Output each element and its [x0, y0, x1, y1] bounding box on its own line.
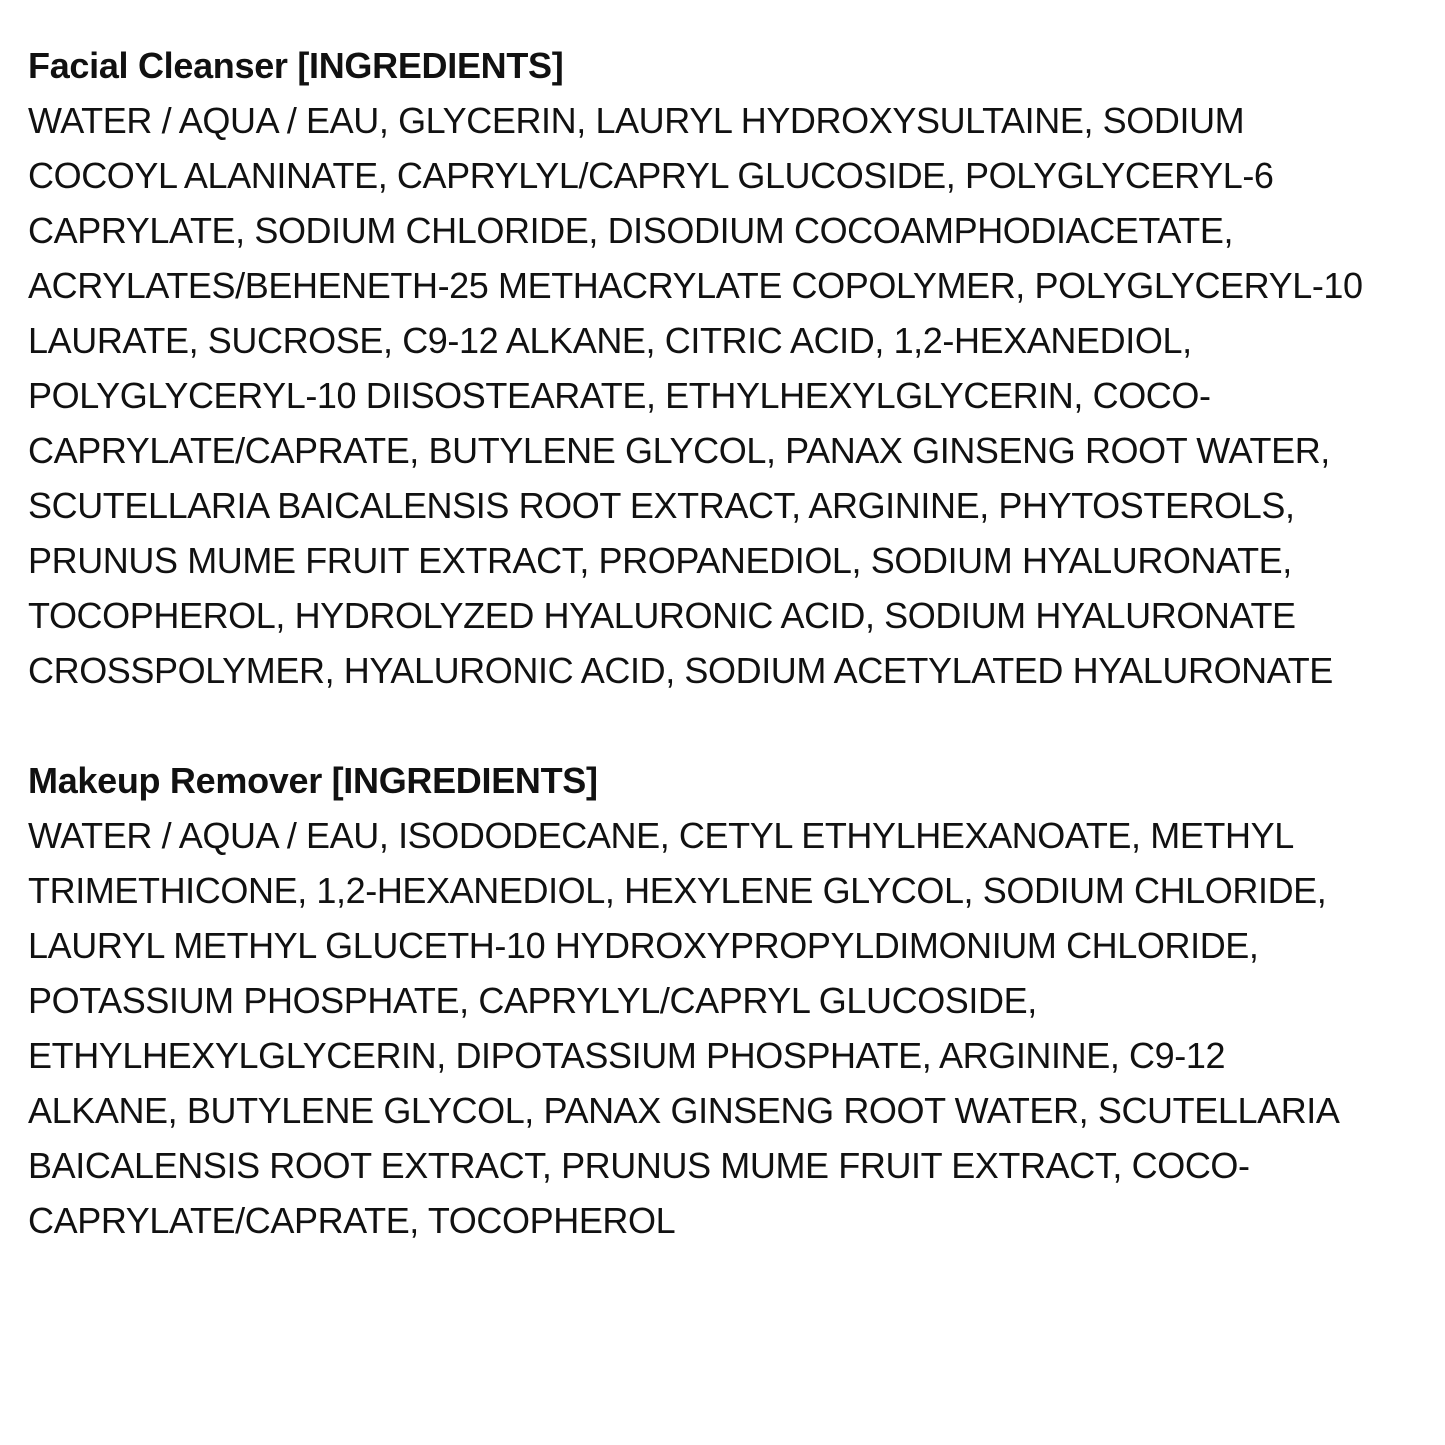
- ingredient-line: CAPRYLATE, SODIUM CHLORIDE, DISODIUM COCOAMPHODIACETATE,: [28, 210, 1234, 251]
- ingredients-document: [28, 38, 1428, 1248]
- ingredient-line: LAURATE, SUCROSE, C9-12 ALKANE, CITRIC ACID, 1,2-HEXANEDIOL,: [28, 320, 1192, 361]
- ingredient-line: BAICALENSIS ROOT EXTRACT, PRUNUS MUME FRUIT EXTRACT, COCO-: [28, 1145, 1250, 1186]
- ingredient-line: SCUTELLARIA BAICALENSIS ROOT EXTRACT, ARGININE, PHYTOSTEROLS,: [28, 485, 1295, 526]
- ingredient-line: COCOYL ALANINATE, CAPRYLYL/CAPRYL GLUCOSIDE, POLYGLYCERYL-6: [28, 155, 1274, 196]
- ingredient-line: CROSSPOLYMER, HYALURONIC ACID, SODIUM ACETYLATED HYALURONATE: [28, 650, 1333, 691]
- section-title: Facial Cleanser [INGREDIENTS]: [28, 45, 564, 86]
- ingredient-line: CAPRYLATE/CAPRATE, TOCOPHEROL: [28, 1200, 676, 1241]
- section-makeup-remover: [28, 753, 1428, 1248]
- ingredient-line: ALKANE, BUTYLENE GLYCOL, PANAX GINSENG ROOT WATER, SCUTELLARIA: [28, 1090, 1340, 1131]
- section-title: Makeup Remover [INGREDIENTS]: [28, 760, 598, 801]
- ingredient-line: POTASSIUM PHOSPHATE, CAPRYLYL/CAPRYL GLUCOSIDE,: [28, 980, 1037, 1021]
- ingredient-line: ETHYLHEXYLGLYCERIN, DIPOTASSIUM PHOSPHATE, ARGININE, C9-12: [28, 1035, 1226, 1076]
- ingredient-line: WATER / AQUA / EAU, GLYCERIN, LAURYL HYDROXYSULTAINE, SODIUM: [28, 100, 1245, 141]
- ingredient-line: CAPRYLATE/CAPRATE, BUTYLENE GLYCOL, PANAX GINSENG ROOT WATER,: [28, 430, 1330, 471]
- ingredient-line: TOCOPHEROL, HYDROLYZED HYALURONIC ACID, SODIUM HYALURONATE: [28, 595, 1296, 636]
- ingredient-line: ACRYLATES/BEHENETH-25 METHACRYLATE COPOLYMER, POLYGLYCERYL-10: [28, 265, 1363, 306]
- ingredient-line: LAURYL METHYL GLUCETH-10 HYDROXYPROPYLDIMONIUM CHLORIDE,: [28, 925, 1259, 966]
- section-spacer: [28, 698, 1428, 753]
- ingredient-line: PRUNUS MUME FRUIT EXTRACT, PROPANEDIOL, SODIUM HYALURONATE,: [28, 540, 1292, 581]
- ingredient-line: WATER / AQUA / EAU, ISODODECANE, CETYL ETHYLHEXANOATE, METHYL: [28, 815, 1294, 856]
- ingredient-line: TRIMETHICONE, 1,2-HEXANEDIOL, HEXYLENE GLYCOL, SODIUM CHLORIDE,: [28, 870, 1327, 911]
- section-facial-cleanser: [28, 38, 1428, 698]
- ingredient-line: POLYGLYCERYL-10 DIISOSTEARATE, ETHYLHEXYLGLYCERIN, COCO-: [28, 375, 1211, 416]
